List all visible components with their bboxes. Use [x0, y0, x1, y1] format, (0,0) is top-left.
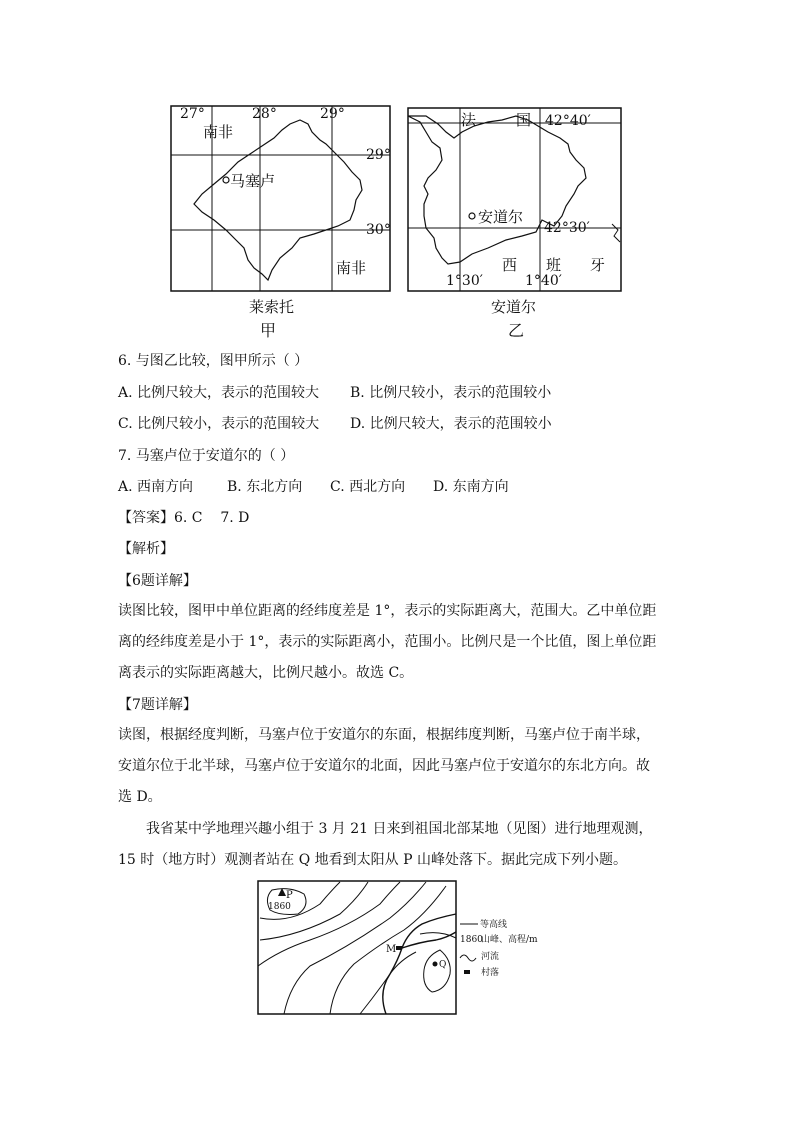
map-yi-label-spain-2: 班 [546, 256, 562, 274]
legend-peak-label: 山峰、高程/m [481, 935, 538, 945]
answer-line [118, 508, 249, 528]
legend-river-icon [460, 955, 476, 961]
map-jia-lon-label-29: 29° [320, 106, 345, 122]
map-jia-label-south-africa-top: 南非 [203, 123, 234, 141]
legend-contour-label: 等高线 [480, 920, 508, 930]
map-jia-country-name: 莱索托 [249, 298, 295, 316]
contour-1 [260, 882, 340, 919]
point-q-marker-icon [433, 962, 438, 967]
q6-stem: 6. 与图乙比较，图甲所示（ ） [118, 353, 309, 369]
intro-paragraph: 我省某中学地理兴趣小组于 3 月 21 日来到祖国北部某地（见图）进行地理观测，15 时（地方时）观测者站在 Q 地看到太阳从 P 山峰处落下。据此完成下列小题。 [118, 821, 653, 868]
map-jia-caption: 甲 [260, 321, 277, 340]
contour-q-hill [424, 950, 451, 992]
contour-6 [360, 952, 416, 1014]
q7-option-a: A. 西南方向 [118, 479, 194, 495]
map-jia-lon-label-28: 28° [252, 106, 277, 122]
contour-4 [284, 882, 426, 1014]
map-yi-label-spain-3: 牙 [590, 256, 606, 274]
village-marker-icon [396, 946, 402, 950]
peak-elevation: 1860 [268, 902, 291, 912]
maseru-marker-icon [223, 177, 229, 183]
q7-option-c: C. 西北方向 [330, 479, 406, 495]
lesotho-border [194, 120, 362, 280]
map-jia-lat-label-30: 30° [366, 222, 391, 238]
q7-stem: 7. 马塞卢位于安道尔的（ ） [118, 448, 295, 464]
map-jia-lat-label-29: 29° [366, 147, 391, 163]
map-yi-caption: 乙 [508, 321, 525, 340]
map-jia [150, 98, 410, 348]
map-jia-lon-label-27: 27° [180, 106, 205, 122]
andorra-border [408, 116, 586, 264]
answer-text: 6. C 7. D [174, 510, 250, 526]
q6-option-c: C. 比例尺较小，表示的范围较大 [118, 416, 320, 432]
legend-village-icon [464, 970, 470, 974]
point-q-label: Q [439, 960, 447, 970]
map-jia-label-south-africa-bottom: 南非 [336, 259, 367, 277]
andorra-capital-marker-icon [469, 213, 475, 219]
q6-option-d: D. 比例尺较大，表示的范围较小 [350, 416, 552, 432]
detail7-label: 【7题详解】 [118, 697, 197, 713]
q6-option-a: A. 比例尺较大，表示的范围较大 [118, 385, 320, 401]
analysis-label: 【解析】 [118, 541, 174, 557]
legend-river-label: 河流 [481, 952, 500, 962]
q7-option-b: B. 东北方向 [227, 479, 303, 495]
map-yi-lat-label-4240: 42°40′ [545, 113, 591, 129]
detail6-label: 【6题详解】 [118, 573, 197, 589]
map-yi-label-france-2: 国 [516, 111, 532, 129]
q7-option-d: D. 东南方向 [433, 479, 509, 495]
map-yi-lon-label-140: 1°40′ [525, 273, 562, 289]
village-label: M [386, 944, 397, 955]
detail6-text: 读图比较，图甲中单位距离的经纬度差是 1°，表示的实际距离大，范围大。乙中单位距离的经纬度差是小于 1°，表示的实际距离小，范围小。比例尺是一个比值，图上单位距离表示的实际距离越大，比例尺越小。故选 C。 [118, 603, 657, 681]
map-yi-label-capital: 安道尔 [478, 208, 524, 226]
map-yi-label-france-1: 法 [461, 111, 477, 129]
map-yi-lat-label-4230: 42°30′ [544, 220, 590, 236]
legend-village-label: 村落 [481, 968, 500, 978]
peak-label: P [286, 890, 293, 901]
map-yi-country-name: 安道尔 [491, 298, 537, 316]
map-yi-lon-label-130: 1°30′ [446, 273, 483, 289]
legend-peak-prefix: 1860 [460, 935, 483, 945]
map-jia-label-capital: 马塞卢 [230, 172, 276, 190]
map-yi-edge-mark [612, 224, 620, 242]
topo-map [250, 874, 550, 1024]
map-yi-label-spain-1: 西 [502, 256, 518, 274]
map-yi [398, 98, 638, 348]
answer-label: 【答案】 [118, 510, 174, 526]
detail7-text: 读图，根据经度判断，马塞卢位于安道尔的东面，根据纬度判断，马塞卢位于南半球，安道尔位于北半球，马塞卢位于安道尔的北面，因此马塞卢位于安道尔的东北方向。故选 D。 [118, 727, 650, 805]
q6-option-b: B. 比例尺较小，表示的范围较小 [350, 385, 552, 401]
